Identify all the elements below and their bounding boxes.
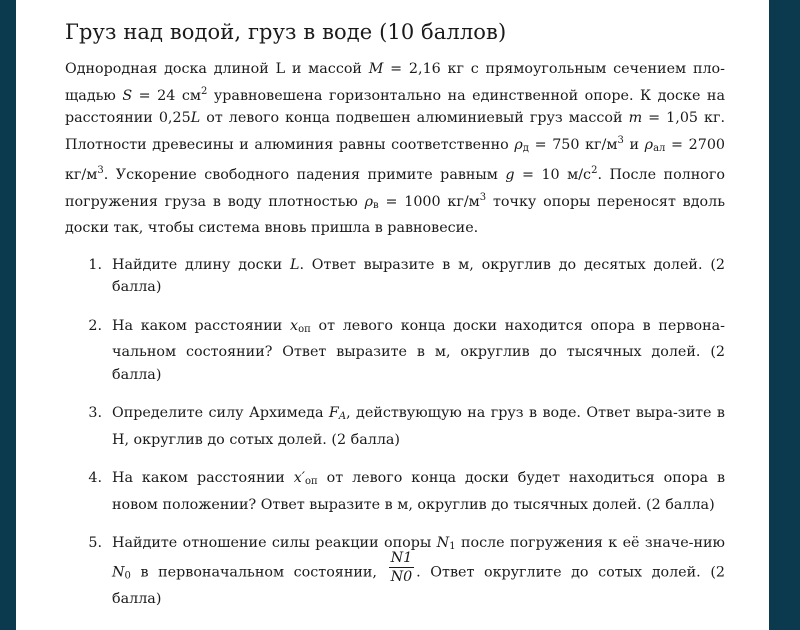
question-number: 3. <box>88 405 102 421</box>
text-run: На каком расстоянии <box>112 470 294 486</box>
question-item <box>65 402 725 451</box>
question-number: 4. <box>88 470 102 486</box>
text-run: Определите силу Архимеда <box>112 405 329 421</box>
text-run: после погружения к её значе-нию <box>455 535 726 551</box>
question-item <box>65 315 725 387</box>
text-run: . После полного погружения груза в воду плотностью <box>65 167 725 210</box>
text-run: = 750 кг/м <box>528 136 618 153</box>
text-run: от левого конца доски находится опора в первона-чальном состоянии? Ответ выразите в м, округлив до тысячных долей. (2 балла) <box>112 317 726 383</box>
text-run: На каком расстоянии <box>112 317 291 334</box>
text-run: F <box>328 405 339 421</box>
text-run: Однородная доска длиной L и массой <box>65 61 369 77</box>
text-run: L <box>190 110 201 126</box>
text-run: 2 <box>200 85 208 97</box>
text-run: M <box>368 61 384 77</box>
text-run: A <box>338 411 347 422</box>
question-number: 1. <box>88 256 102 273</box>
question-text <box>112 532 725 610</box>
text-run: = 1000 кг/м <box>378 193 480 210</box>
question-number: 2. <box>88 317 102 334</box>
text-run: оп <box>298 323 311 335</box>
text-run: и <box>623 136 645 153</box>
text-run: , действующую на груз в воде. Ответ выра-зите в Н, округлив до сотых долей. (2 балла) <box>112 405 725 448</box>
text-run: от левого конца доски будет находиться опора в новом положении? Ответ выразите в м, округлив до тысячных долей. (2 балла) <box>112 470 726 513</box>
text-run: д <box>522 142 529 154</box>
text-run: от левого конца подвешен алюминиевый груз массой <box>200 110 629 126</box>
text-run: L <box>289 256 300 273</box>
text-run: точку опоры переносят вдоль доски так, чтобы система вновь пришла в равновесие. <box>65 193 725 236</box>
question-text <box>112 402 725 451</box>
text-run: N <box>436 535 450 551</box>
text-run: m <box>628 110 643 126</box>
text-run: ρ <box>364 193 374 210</box>
text-run: 0 <box>124 570 131 581</box>
text-run: Найдите длину доски <box>112 256 290 273</box>
question-list <box>65 254 725 611</box>
text-run: = 1,05 кг. Плотности древесины и алюминия равны соответственно <box>65 110 726 153</box>
text-run: x <box>290 317 299 334</box>
text-run: = 2700 кг/м <box>65 136 726 183</box>
text-run: N <box>112 564 125 580</box>
text-run: . Ускорение свободного падения примите равным <box>103 167 506 183</box>
text-run: . Ответ округлите до сотых долей. (2 балла) <box>112 564 725 607</box>
text-run: ал <box>653 142 666 154</box>
text-run: ρ <box>644 136 654 153</box>
text-run: = 24 см <box>132 87 201 104</box>
text-run: 3 <box>97 165 104 176</box>
text-run: 2 <box>591 165 598 176</box>
text-run: в <box>373 199 379 211</box>
question-item <box>65 254 725 299</box>
fraction <box>389 549 415 586</box>
text-run: = 10 м/с <box>514 167 592 183</box>
text-run: 3 <box>617 134 624 146</box>
question-text <box>112 254 725 299</box>
text-run: уравновешена горизонтально на единственной опоре. К доске на расстоянии 0,25 <box>65 87 725 126</box>
text-run: 1 <box>449 541 456 552</box>
question-number: 5. <box>88 535 102 551</box>
text-run: ρ <box>514 136 523 153</box>
document-page <box>16 0 769 630</box>
problem-statement <box>65 58 725 240</box>
question-item <box>65 467 725 516</box>
text-run: . Ответ выразите в м, округлив до десятых долей. (2 балла) <box>112 256 725 295</box>
text-run: x′ <box>293 470 306 486</box>
text-run: g <box>505 167 515 183</box>
text-run: оп <box>305 476 318 487</box>
question-text <box>112 467 725 516</box>
fraction-numerator: N1 <box>390 549 413 566</box>
question-item <box>65 532 725 610</box>
text-run: 3 <box>479 191 487 203</box>
fraction-denominator: N0 <box>390 568 413 585</box>
problem-title: Груз над водой, груз в воде (10 баллов) <box>65 20 507 44</box>
text-run: Найдите отношение силы реакции опоры <box>112 535 437 551</box>
text-run: = 2,16 кг с прямоугольным сечением пло-щадью <box>65 61 725 104</box>
text-run: в первоначальном состоянии, <box>130 564 387 580</box>
question-text <box>112 315 725 387</box>
text-run: S <box>122 87 133 104</box>
